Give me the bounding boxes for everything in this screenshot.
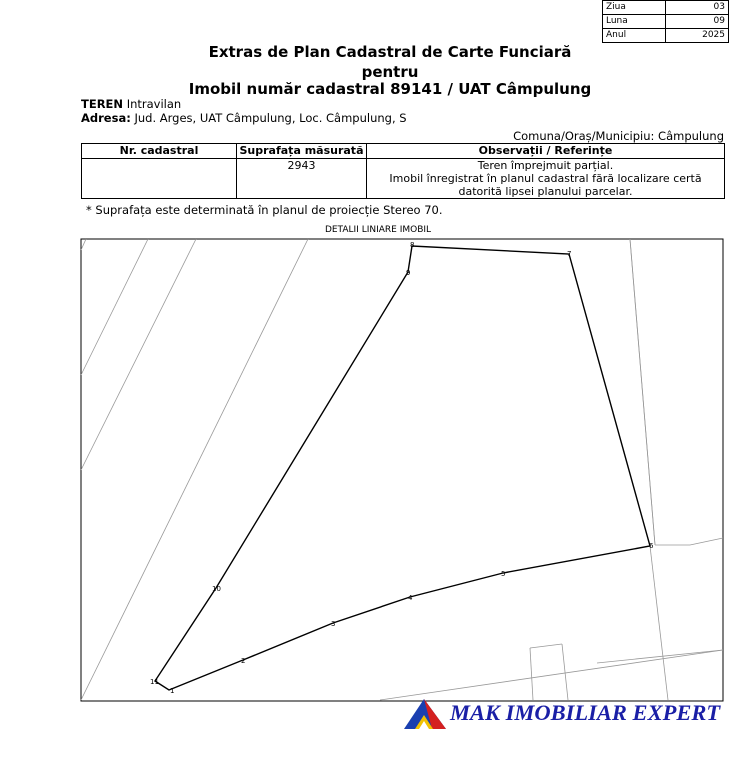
parcel-boundary	[155, 246, 650, 690]
vertex-label-7: 7	[567, 250, 572, 258]
header-suprafata: Suprafața măsurată	[237, 144, 367, 159]
vertex-label-5: 5	[501, 570, 506, 578]
plan-title: DETALII LINIARE IMOBIL	[324, 225, 432, 235]
comuna-label: Comuna/Oraș/Municipiu: Câmpulung	[513, 129, 724, 143]
header-nr-cadastral: Nr. cadastral	[82, 144, 237, 159]
vertex-label-9: 9	[406, 269, 411, 277]
vertex-label-2: 2	[241, 657, 246, 665]
date-month-value: 09	[666, 15, 729, 29]
property-address-value: Jud. Arges, UAT Câmpulung, Loc. Câmpulung, S	[134, 111, 407, 125]
vertex-label-4: 4	[408, 594, 413, 602]
document-title: Extras de Plan Cadastral de Carte Funciară	[208, 43, 572, 61]
vertex-label-3: 3	[331, 620, 336, 628]
document-title-cadastral: Imobil număr cadastral 89141 / UAT Câmpulung	[188, 80, 592, 98]
date-year-label: Anul	[603, 29, 666, 43]
property-address-label: Adresa:	[81, 111, 131, 125]
vertex-label-11: 11	[150, 678, 159, 686]
plan-frame	[81, 239, 723, 701]
observatii-line-2: Imobil înregistrat în planul cadastral fără localizare certă	[389, 172, 702, 185]
cell-suprafata: 2943	[237, 159, 367, 199]
document-title-pentru: pentru	[361, 63, 419, 81]
company-name: MAK IMOBILIAR EXPERT	[450, 700, 721, 725]
vertex-label-8: 8	[410, 241, 415, 249]
date-year-value: 2025	[666, 29, 729, 43]
house-roof-icon	[402, 697, 450, 733]
header-observatii: Observații / Referințe	[367, 144, 725, 159]
date-day-label: Ziua	[603, 1, 666, 15]
observatii-line-3: datorită lipsei planului parcelar.	[458, 185, 633, 198]
date-month-label: Luna	[603, 15, 666, 29]
vertex-labels	[150, 241, 654, 695]
projection-note: * Suprafața este determinată în planul de proiecție Stereo 70.	[86, 203, 443, 217]
neighbor-parcel-lines	[81, 239, 723, 700]
vertex-label-1: 1	[170, 687, 175, 695]
property-type-label: TEREN	[81, 97, 124, 111]
observatii-line-1: Teren împrejmuit parțial.	[477, 159, 614, 172]
property-type-value: Intravilan	[126, 97, 182, 111]
vertex-label-6: 6	[649, 542, 654, 550]
company-logo	[402, 697, 752, 737]
date-day-value: 03	[666, 1, 729, 15]
vertex-label-10: 10	[212, 585, 221, 593]
